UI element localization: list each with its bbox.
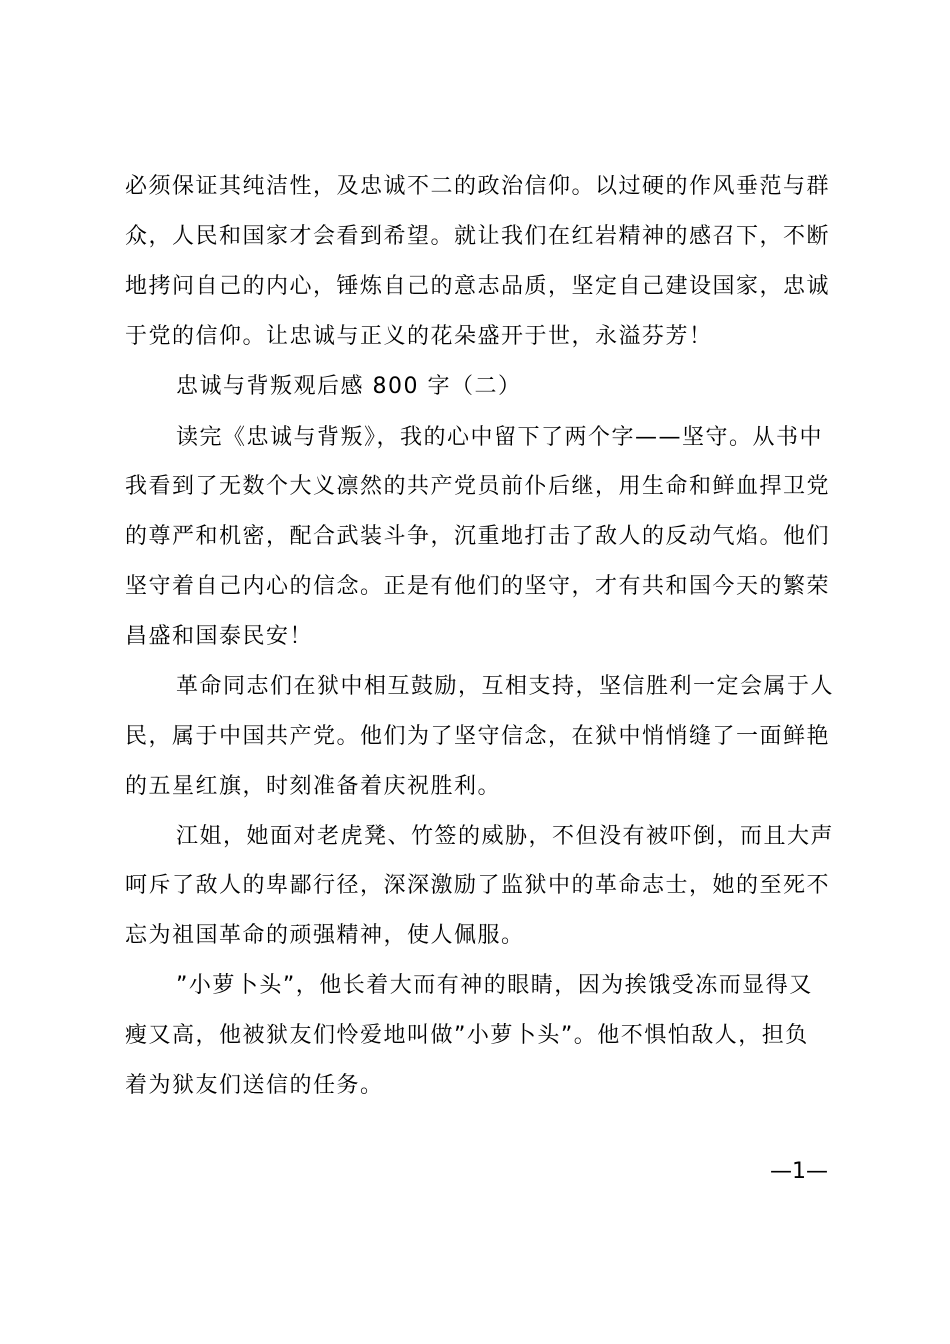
- text-line: 江姐，她面对老虎凳、竹签的威胁，不但没有被吓倒，而且大声: [176, 824, 835, 849]
- text-line: 于党的信仰。让忠诚与正义的花朵盛开于世，永溢芬芳！: [125, 324, 713, 349]
- text-line: 着为狱友们送信的任务。: [125, 1073, 384, 1098]
- text-line: 我看到了无数个大义凛然的共产党员前仆后继，用生命和鲜血捍卫党: [125, 474, 831, 499]
- text-line: 众，人民和国家才会看到希望。就让我们在红岩精神的感召下，不断: [125, 224, 831, 249]
- text-line: 民，属于中国共产党。他们为了坚守信念，在狱中悄悄缝了一面鲜艳: [125, 724, 831, 749]
- text-line: 读完《忠诚与背叛》，我的心中留下了两个字——坚守。从书中: [176, 425, 824, 450]
- text-line: 呵斥了敌人的卑鄙行径，深深激励了监狱中的革命志士，她的至死不: [125, 873, 831, 898]
- text-line: 昌盛和国泰民安！: [125, 624, 314, 649]
- text-line: 忘为祖国革命的顽强精神，使人佩服。: [125, 923, 525, 948]
- text-line: 的五星红旗，时刻准备着庆祝胜利。: [125, 774, 502, 799]
- text-line: 必须保证其纯洁性，及忠诚不二的政治信仰。以过硬的作风垂范与群: [125, 174, 831, 199]
- text-line: 地拷问自己的内心，锤炼自己的意志品质，坚定自己建设国家，忠诚: [125, 274, 831, 299]
- text-line: 坚守着自己内心的信念。正是有他们的坚守，才有共和国今天的繁荣: [125, 574, 831, 599]
- text-line: 瘦又高，他被狱友们怜爱地叫做”小萝卜头”。他不惧怕敌人，担负: [125, 1023, 809, 1048]
- text-line: 革命同志们在狱中相互鼓励，互相支持，坚信胜利一定会属于人: [176, 674, 835, 699]
- text-line: ”小萝卜头”，他长着大而有神的眼睛，因为挨饿受冻而显得又: [176, 973, 813, 998]
- page-number: —1—: [770, 1159, 828, 1184]
- text-line: 的尊严和机密，配合武装斗争，沉重地打击了敌人的反动气焰。他们: [125, 524, 831, 549]
- section-heading: 忠诚与背叛观后感 800 字（二）: [176, 374, 522, 399]
